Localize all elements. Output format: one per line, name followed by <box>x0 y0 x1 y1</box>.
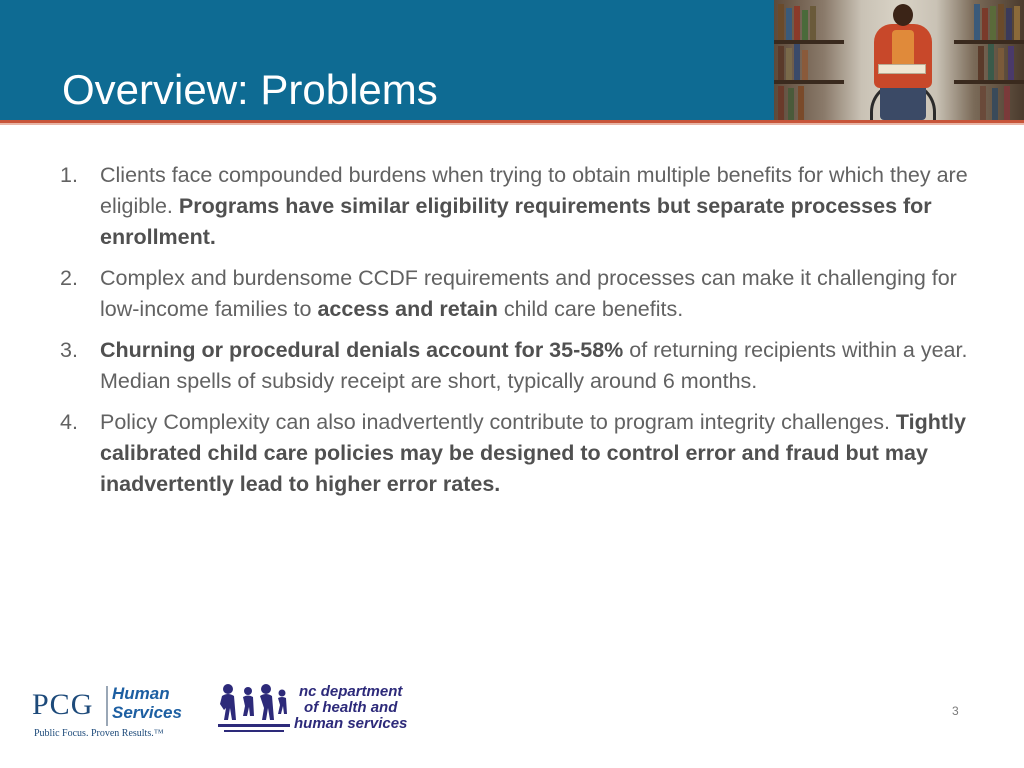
item-number: 4. <box>60 410 78 434</box>
pcg-human-services <box>112 684 182 722</box>
item-number: 1. <box>60 163 78 187</box>
problem-list <box>60 160 970 510</box>
item-text: of returning recipients within a year. Median spells of subsidy receipt are short, typically around 6 months. <box>100 338 968 393</box>
item-text: child care benefits. <box>497 297 684 321</box>
ncdhhs-line2: of health and <box>304 699 398 716</box>
item-number: 3. <box>60 338 78 362</box>
item-text-bold: access and retain <box>317 297 498 321</box>
item-text-bold: Tightly calibrated child care policies may be designed to control error and fraud but may inadvertently lead to higher error rates. <box>100 410 966 496</box>
item-number: 2. <box>60 266 78 290</box>
ncdhhs-line3: human services <box>294 715 408 732</box>
pcg-human-line1: Human <box>112 684 170 703</box>
dhhs-figures-logo-icon <box>214 680 294 738</box>
item-text: Policy Complexity can also inadvertently contribute to program integrity challenges. <box>100 410 896 434</box>
item-text: Complex and burdensome CCDF requirements and processes can make it challenging for low-income families to <box>100 266 957 321</box>
list-item <box>60 160 970 253</box>
header-rule-light <box>0 123 1024 125</box>
ncdhhs-wordmark <box>294 684 407 732</box>
list-item <box>60 407 970 500</box>
item-text-bold: Churning or procedural denials account for 35-58% <box>100 338 624 362</box>
list-item <box>60 335 970 397</box>
item-text-bold: Programs have similar eligibility requirements but separate processes for enrollment. <box>100 194 932 249</box>
pcg-divider <box>106 686 108 726</box>
ncdhhs-line1: nc department <box>299 683 403 700</box>
page-number: 3 <box>952 704 959 718</box>
footer-logos <box>30 680 430 750</box>
slide-title: Overview: Problems <box>62 66 438 113</box>
pcg-human-line2: Services <box>112 703 182 722</box>
pcg-logo: PCG <box>32 688 94 721</box>
list-item <box>60 263 970 325</box>
header-photo <box>774 0 1024 120</box>
item-text: Clients face compounded burdens when trying to obtain multiple benefits for which they are eligible. <box>100 163 968 218</box>
pcg-tagline: Public Focus. Proven Results.™ <box>34 728 164 739</box>
